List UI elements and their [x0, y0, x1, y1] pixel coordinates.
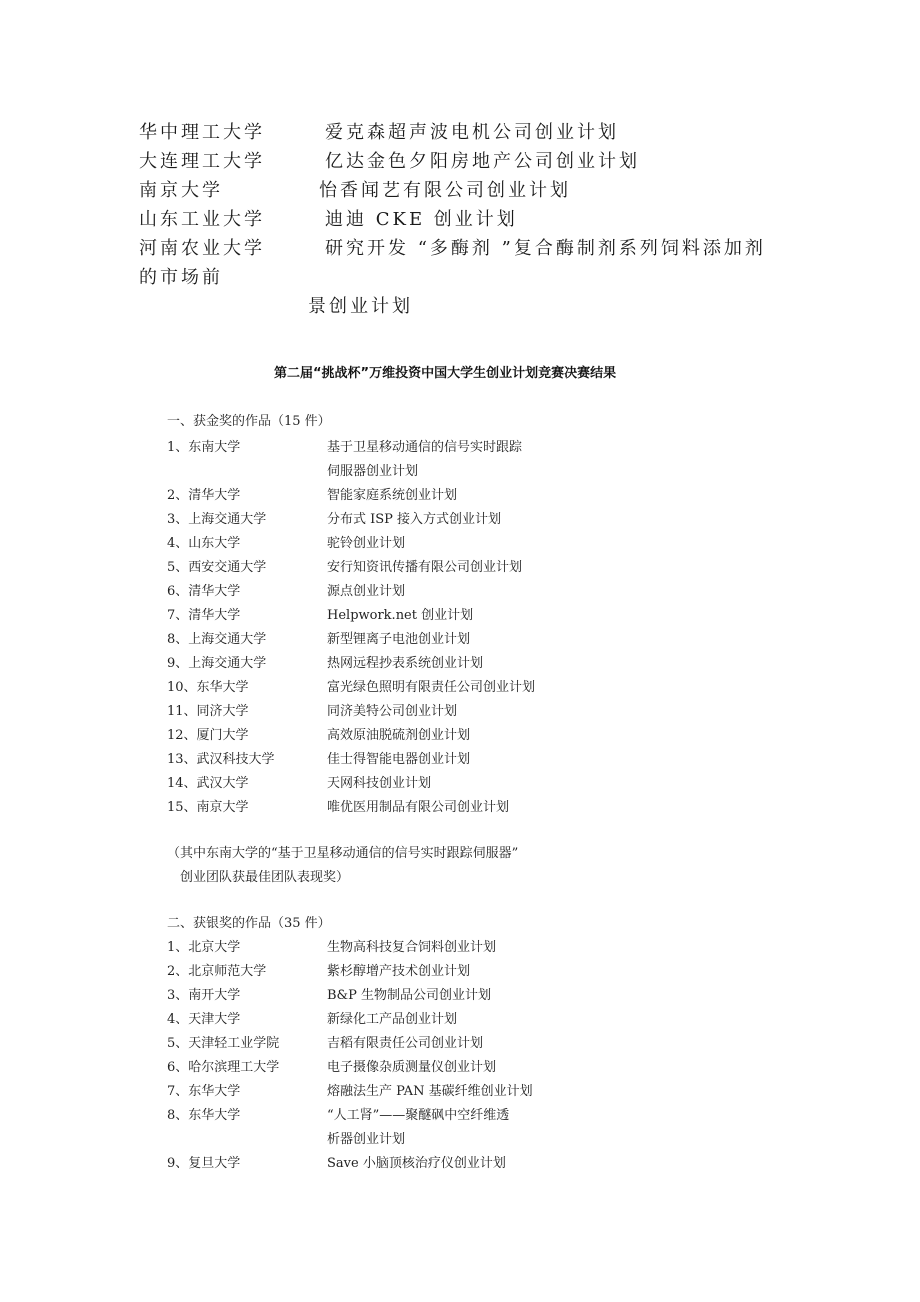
section-heading: 一、获金奖的作品（15 件） [167, 414, 331, 429]
wrapped-text: 的市场前 [139, 267, 223, 288]
project-name: 吉稻有限责任公司创业计划 [327, 1036, 484, 1051]
project-name-cont: 析器创业计划 [327, 1132, 406, 1147]
project-name: 怡香闻艺有限公司创业计划 [319, 180, 571, 201]
project-name-cont: 伺服器创业计划 [327, 464, 419, 479]
school-name: 6、哈尔滨理工大学 [167, 1060, 280, 1075]
project-name: Helpwork.net 创业计划 [327, 608, 474, 623]
project-name: 安行知资讯传播有限公司创业计划 [327, 560, 523, 575]
project-name: 新绿化工产品创业计划 [327, 1012, 458, 1027]
school-name: 10、东华大学 [167, 680, 249, 695]
section-heading: 二、获银奖的作品（35 件） [167, 916, 331, 931]
school-name: 7、东华大学 [167, 1084, 241, 1099]
school-name: 6、清华大学 [167, 584, 241, 599]
school-name: 2、清华大学 [167, 488, 241, 503]
project-name: 亿达金色夕阳房地产公司创业计划 [325, 151, 640, 172]
project-name: Save 小脑顶核治疗仪创业计划 [327, 1156, 506, 1171]
school-name: 14、武汉大学 [167, 776, 249, 791]
school-name: 5、西安交通大学 [167, 560, 267, 575]
award-note-cont: 创业团队获最佳团队表现奖） [180, 870, 350, 885]
project-name: 源点创业计划 [327, 584, 406, 599]
school-name: 9、复旦大学 [167, 1156, 241, 1171]
school-name: 15、南京大学 [167, 800, 249, 815]
project-name: 富光绿色照明有限责任公司创业计划 [327, 680, 536, 695]
award-note: （其中东南大学的“基于卫星移动通信的信号实时跟踪伺服器” [167, 846, 519, 861]
project-name: 驼铃创业计划 [327, 536, 406, 551]
school-name: 5、天津轻工业学院 [167, 1036, 280, 1051]
project-name: 唯优医用制品有限公司创业计划 [327, 800, 510, 815]
school-name: 河南农业大学 [139, 238, 265, 259]
project-name: 分布式 ISP 接入方式创业计划 [327, 512, 502, 527]
school-name: 1、北京大学 [167, 940, 241, 955]
project-name: “人工肾”——聚醚砜中空纤维透 [327, 1108, 510, 1123]
project-name: 天网科技创业计划 [327, 776, 432, 791]
school-name: 7、清华大学 [167, 608, 241, 623]
school-name: 大连理工大学 [139, 151, 265, 172]
project-name: B&P 生物制品公司创业计划 [327, 988, 492, 1003]
school-name: 11、同济大学 [167, 704, 249, 719]
project-name: 高效原油脱硫剂创业计划 [327, 728, 471, 743]
project-name: 爱克森超声波电机公司创业计划 [325, 122, 619, 143]
school-name: 华中理工大学 [139, 122, 265, 143]
school-name: 4、山东大学 [167, 536, 241, 551]
school-name: 12、厦门大学 [167, 728, 249, 743]
wrapped-text: 景创业计划 [308, 296, 413, 317]
project-name: 熔融法生产 PAN 基碳纤维创业计划 [327, 1084, 533, 1099]
project-name: 研究开发 “多酶剂 ”复合酶制剂系列饲料添加剂 [325, 238, 766, 259]
project-name: 热网远程抄表系统创业计划 [327, 656, 484, 671]
school-name: 3、上海交通大学 [167, 512, 267, 527]
school-name: 8、东华大学 [167, 1108, 241, 1123]
school-name: 9、上海交通大学 [167, 656, 267, 671]
school-name: 山东工业大学 [139, 209, 265, 230]
school-name: 3、南开大学 [167, 988, 241, 1003]
project-name: 同济美特公司创业计划 [327, 704, 458, 719]
project-name: 智能家庭系统创业计划 [327, 488, 458, 503]
document-title: 第二届“挑战杯”万维投资中国大学生创业计划竞赛决赛结果 [274, 366, 617, 381]
project-name: 佳士得智能电器创业计划 [327, 752, 471, 767]
school-name: 2、北京师范大学 [167, 964, 267, 979]
project-name: 电子摄像杂质测量仪创业计划 [327, 1060, 497, 1075]
school-name: 13、武汉科技大学 [167, 752, 275, 767]
project-name: 迪迪 CKE 创业计划 [325, 209, 518, 230]
school-name: 1、东南大学 [167, 440, 241, 455]
school-name: 4、天津大学 [167, 1012, 241, 1027]
project-name: 基于卫星移动通信的信号实时跟踪 [327, 440, 523, 455]
school-name: 南京大学 [139, 180, 223, 201]
project-name: 新型锂离子电池创业计划 [327, 632, 471, 647]
project-name: 紫杉醇增产技术创业计划 [327, 964, 471, 979]
school-name: 8、上海交通大学 [167, 632, 267, 647]
project-name: 生物高科技复合饲料创业计划 [327, 940, 497, 955]
